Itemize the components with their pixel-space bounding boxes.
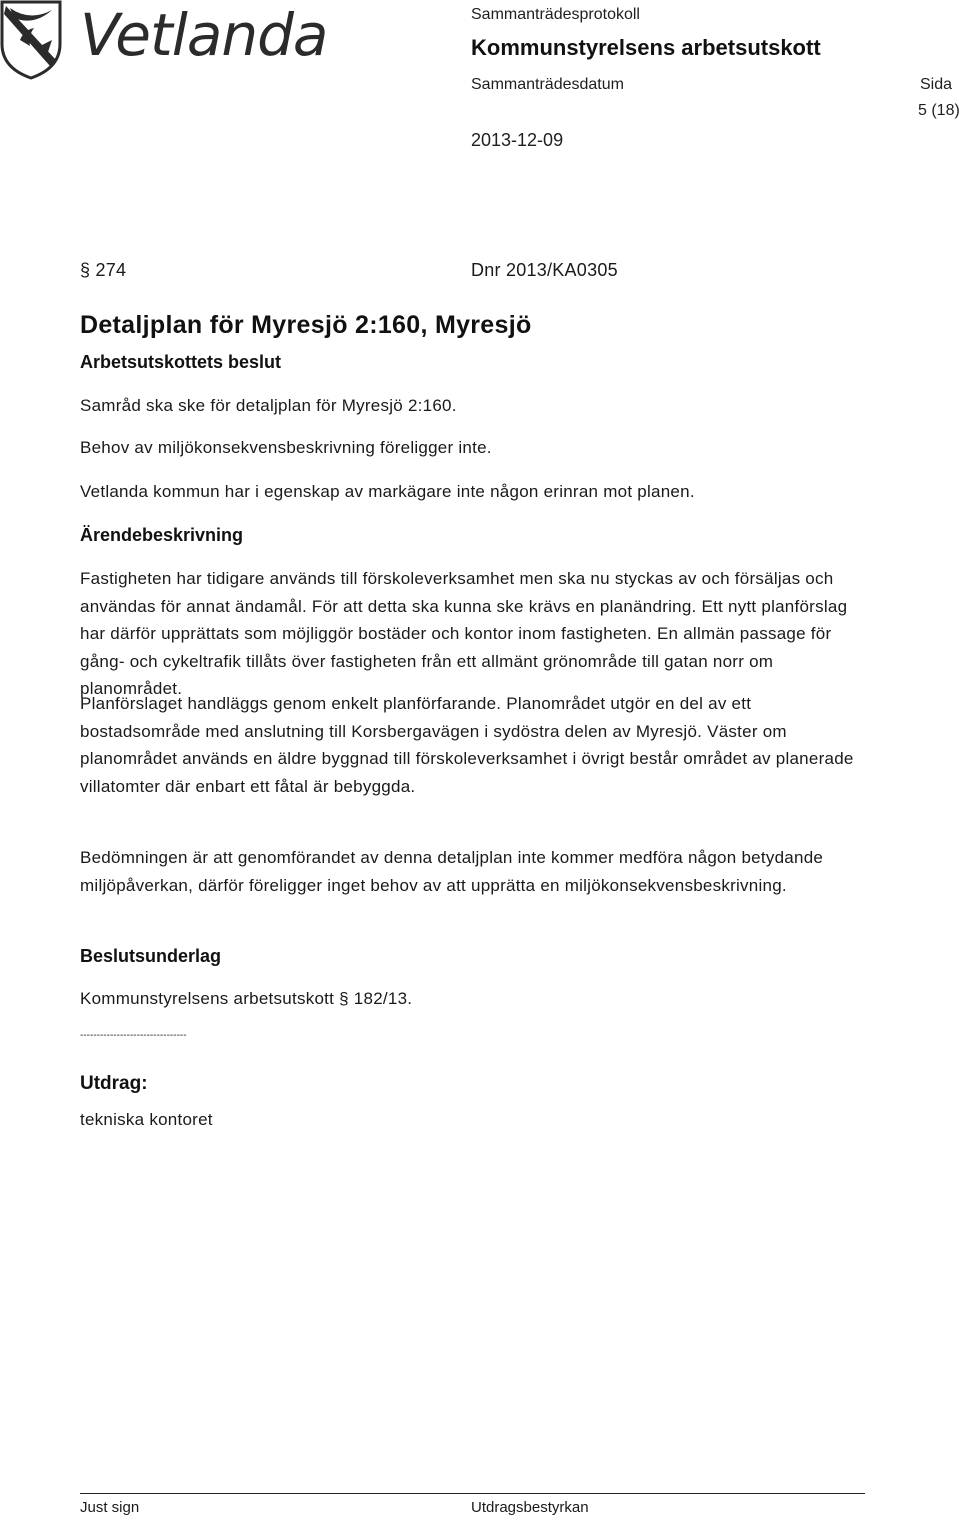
protocol-label: Sammanträdesprotokoll [471,6,640,23]
description-paragraph: Fastigheten har tidigare används till förskoleverksamhet men ska nu styckas av och försäljas och användas för annat ändamål. För att detta ska kunna ske krävs en planändring. Ett nytt planförslag har därför upprättats som möjliggör bostäder och kontor inom fastigheten. En allmän passage för gång- och cykeltrafik tillåts över fastigheten från ett allmänt grönområde till gatan norr om planområdet. [80,569,848,698]
date-label: Sammanträdesdatum [471,76,624,93]
description-paragraph: Planförslaget handläggs genom enkelt planförfarande. Planområdet utgör en del av ett bostadsområde med anslutning till Korsbergavägen i sydöstra delen av Myresjö. Väster om planområdet används en äldre byggnad till förskoleverksamhet i övrigt består området av planerade villatomter där enbart ett fåtal är bebyggda. [80,694,854,796]
description-paragraph: Bedömningen är att genomförandet av denna detaljplan inte kommer medföra någon betydande miljöpåverkan, därför föreligger inget behov av att upprätta en miljökonsekvensbeskrivning. [80,848,824,895]
decision-point: Vetlanda kommun har i egenskap av markägare inte någon erinran mot planen. [80,482,695,501]
basis-text: Kommunstyrelsens arbetsutskott [80,989,335,1008]
extract-heading: Utdrag: [80,1073,148,1094]
item-title: Detaljplan för Myresjö 2:160, Myresjö [80,311,532,339]
separator: -------------------------------- [80,1030,187,1041]
vetlanda-logo [0,0,328,80]
item-number: 274 [95,260,127,280]
basis-ref: 182/13. [353,989,413,1008]
meeting-date: 2013-12-09 [471,130,564,150]
logo-wordmark: Vetlanda [80,1,328,69]
committee-name: Kommunstyrelsens arbetsutskott [471,35,821,60]
description-heading: Ärendebeskrivning [80,525,244,545]
footer-divider [80,1493,865,1494]
section-sign: § [80,260,91,280]
decision-point: Behov av miljökonsekvensbeskrivning föreligger inte. [80,438,492,457]
municipal-crest-icon [0,0,62,80]
section-sign: § [339,989,349,1008]
page-number: 5 (18) [918,102,960,119]
paragraph-number [80,260,126,281]
basis-reference [80,989,412,1009]
decision-heading: Arbetsutskottets beslut [80,352,282,372]
basis-heading: Beslutsunderlag [80,946,222,966]
decision-point: Samråd ska ske för detaljplan för Myresjö 2:160. [80,396,457,415]
certify-label: Utdragsbestyrkan [471,1499,589,1516]
page-label: Sida [920,76,953,93]
diary-number: Dnr 2013/KA0305 [471,260,618,280]
extract-recipient: tekniska kontoret [80,1110,213,1129]
sign-label: Just sign [80,1499,140,1516]
